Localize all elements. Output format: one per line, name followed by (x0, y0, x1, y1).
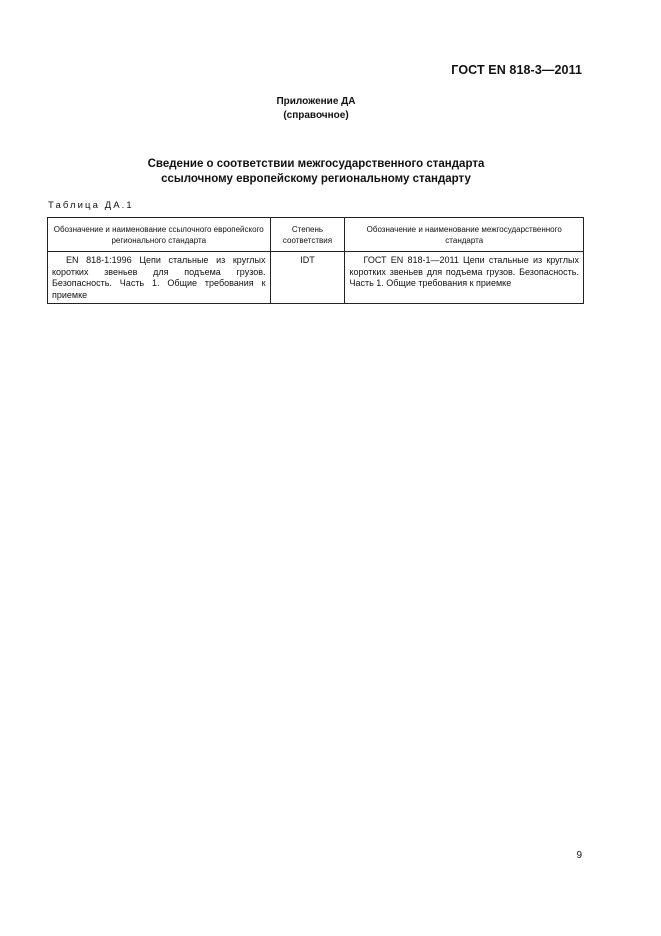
cell-interstate-standard: ГОСТ EN 818-1—2011 Цепи стальные из круглых коротких звеньев для подъема грузов. Безопасность. Часть 1. Общие требования к приемке (345, 252, 584, 304)
table-caption: Таблица ДА.1 (48, 200, 134, 211)
appendix-subtitle: (справочное) (283, 110, 349, 121)
page-number: 9 (576, 850, 582, 861)
appendix-heading (0, 95, 632, 123)
section-heading-line-1: Сведение о соответствии межгосударственного стандарта (147, 158, 485, 170)
section-heading-line-2: ссылочному европейскому региональному стандарту (161, 173, 471, 185)
table-row (48, 252, 584, 304)
cell-reference-standard: EN 818-1:1996 Цепи стальные из круглых коротких звеньев для подъема грузов. Безопасность. Часть 1. Общие требования к приемке (48, 252, 271, 304)
appendix-title: Приложение ДА (276, 96, 356, 107)
document-code: ГОСТ EN 818-3—2011 (451, 63, 582, 77)
table-header-row (48, 218, 584, 252)
column-header-degree: Степень соответствия (270, 218, 345, 252)
column-header-interstate-standard: Обозначение и наименование межгосударственного стандарта (345, 218, 584, 252)
column-header-reference-standard: Обозначение и наименование ссылочного европейского регионального стандарта (48, 218, 271, 252)
cell-degree: IDT (270, 252, 345, 304)
section-heading (0, 157, 632, 187)
correspondence-table (47, 217, 584, 304)
